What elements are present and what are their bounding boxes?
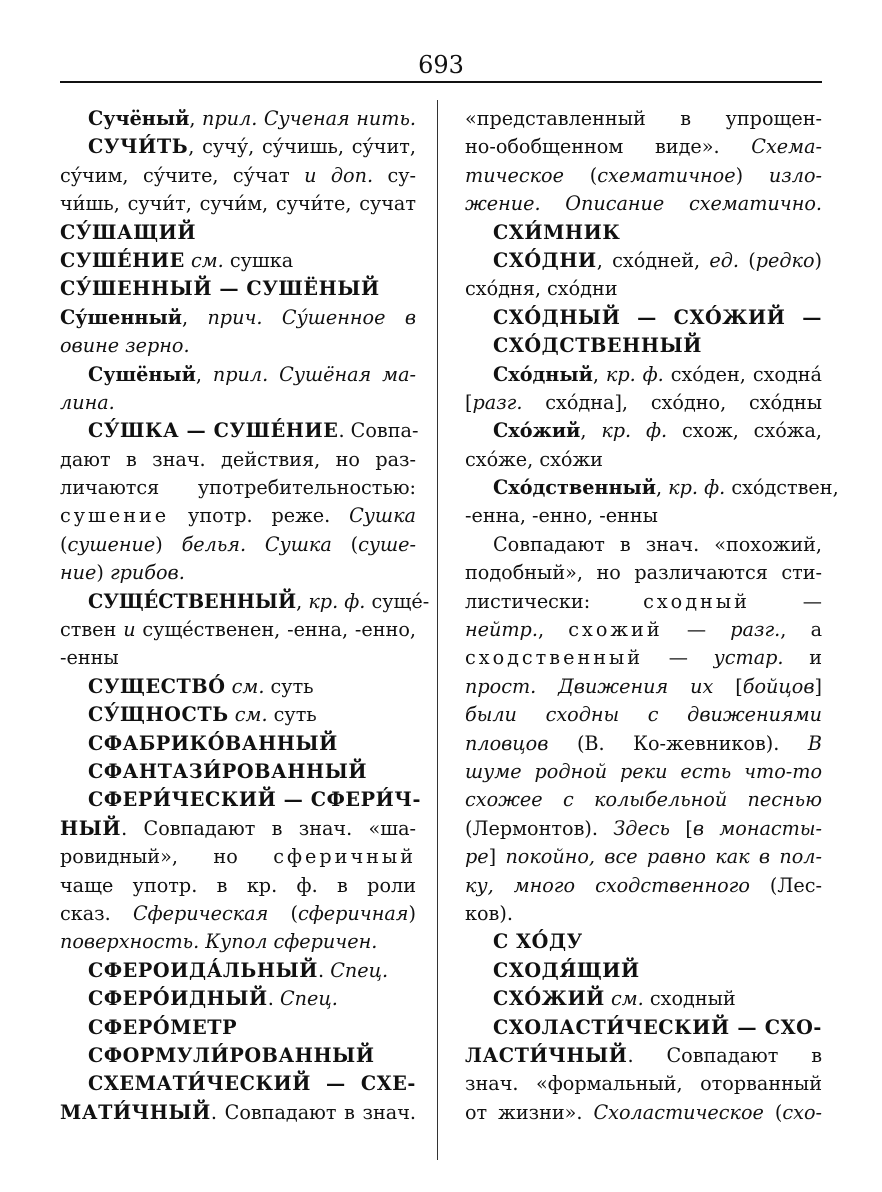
text-line [465,815,822,843]
text-line [60,332,416,360]
text-line [465,133,822,161]
text-run: схо́ден, сходна́ [663,362,822,386]
text-run: пловцов [465,731,549,755]
text-run: ( [331,532,359,556]
text-line [465,957,822,985]
text-run: , а [780,618,823,642]
text-run: ку, много сходственного [465,873,750,897]
text-run: листически: [465,589,644,613]
text-line [465,219,822,247]
text-run: схожее с колыбельной песнью [465,788,822,812]
text-run: Схоластическое [593,1100,764,1124]
text-run: дают в знач. действия, но раз- [60,447,416,471]
text-line [465,616,822,644]
text-run: схо́дствен, [725,476,839,500]
text-line [60,928,416,956]
text-run: ) [814,248,823,272]
text-run: , [296,589,309,613]
text-run: см. [231,674,265,698]
text-line [60,190,416,218]
text-run: были сходны с движениями [465,703,822,727]
text-run: прич. Су́шенное в [207,305,416,329]
text-line [60,502,416,530]
text-run: ) [735,163,769,187]
headword: СФЕРОИДА́ЛЬНЫЙ [88,958,318,982]
text-run: сушение [60,504,170,528]
text-line [465,502,822,530]
headword: СФОРМУЛИ́РОВАННЫЙ [88,1043,375,1067]
text-run: кр. ф. [601,419,668,443]
text-line [465,304,822,332]
text-run: сходный [643,987,736,1011]
text-line [60,162,416,190]
text-run: тическое [465,163,564,187]
headword: МАТИ́ЧНЫЙ [60,1100,211,1124]
text-line [465,701,822,729]
text-line [465,872,822,900]
text-run: бойцов [742,674,815,698]
text-line [60,644,416,672]
text-run: су́чим, су́чите, су́чат [60,163,305,187]
text-run: (Лес- [749,873,822,897]
text-run: (В. Ко-жевников). [548,731,808,755]
text-run: суть [264,674,314,698]
text-run: су- [373,163,416,187]
text-run: ] [814,674,822,698]
text-run: , [580,419,602,443]
text-run: в монасты- [692,816,822,840]
text-run: ) [96,561,110,585]
text-run: сферичная [298,901,409,925]
text-run: личаются употребительностью: [60,476,416,500]
text-run: ( [763,1100,783,1124]
text-line [60,559,416,587]
headword: СФЕРО́ИДНЫЙ [88,987,268,1011]
headword: СУШЕ́НИЕ [60,248,185,272]
text-run: шуме родной реки есть что-то [465,759,822,783]
text-run: овине зерно. [60,334,190,358]
text-run: от жизни». [465,1100,594,1124]
text-run: схо́дна], схо́дно, схо́дны [522,390,822,414]
text-run: схожий [568,618,663,642]
text-line [60,1042,416,1070]
text-run: и [123,618,136,642]
headword: СУ́ШЕННЫЙ — СУШЁНЫЙ [60,277,380,301]
text-line [465,900,822,928]
text-run: кр. ф. [668,476,726,500]
text-line [60,786,422,814]
text-run: схо́дня, схо́дни [465,277,618,301]
headword: С ХО́ДУ [493,930,583,954]
text-run: ние [60,561,97,585]
text-line [465,275,822,303]
text-run: нейтр. [465,618,538,642]
text-run: Здесь [613,816,670,840]
text-run: . [317,958,331,982]
header-rule [60,81,822,83]
text-run: ) [155,532,182,556]
text-run: поверхность. Купол сферичен. [60,930,378,954]
text-run: [ [465,390,473,414]
left-column [60,105,430,1127]
subentry-word: Сучёный [88,107,190,130]
text-line [60,872,416,900]
text-run: . Совпадают в знач. «ша- [121,816,416,840]
text-run: разг. [730,618,781,642]
headword: СХО́ДНИ [493,248,597,272]
text-line [60,247,416,275]
text-line [465,531,822,559]
text-run: ( [563,163,598,187]
column-divider [437,100,438,1160]
headword: СУЩЕСТВО́ [88,674,226,698]
text-run: но-обобщенном виде». [465,135,752,159]
text-run: Сферическая [132,901,269,925]
text-run: сушение [67,532,156,556]
text-run: — [662,618,731,642]
text-line [465,928,822,956]
text-run: сходственный [465,646,644,670]
text-run: см. [611,987,644,1011]
text-run: Спец. [279,987,338,1011]
text-line [465,758,822,786]
text-run: ( [60,532,68,556]
headword: СХО́ЖИЙ [493,987,605,1011]
text-line [465,673,822,701]
subentry-word: Схо́жий [493,419,581,443]
text-line [60,815,416,843]
text-line [60,304,416,332]
headword: СФАНТАЗИ́РОВАННЫЙ [88,759,368,783]
text-run: сходный [643,589,750,613]
text-run: -енна, -енно, -енны [465,504,658,528]
text-run: суще́- [365,589,430,613]
headword: СХО́ДНЫЙ — СХО́ЖИЙ — [493,305,822,329]
text-line [60,730,416,758]
text-line [465,446,822,474]
headword: СХИ́МНИК [493,220,621,244]
text-run: суть [267,703,317,727]
text-line [60,673,416,701]
text-line [60,758,416,786]
text-run: прил. Сушёная ма- [212,362,417,386]
text-run: -енны [60,646,119,670]
text-run: белья. Сушка [181,532,332,556]
text-line [60,133,416,161]
text-line [60,531,416,559]
text-line [60,985,416,1013]
text-run: Спец. [330,958,389,982]
text-run: , [195,362,213,386]
text-line [60,957,416,985]
text-line [60,105,416,133]
text-line [465,786,822,814]
text-run: ] [488,845,506,869]
text-line [465,559,822,587]
text-run: устар. [713,646,784,670]
text-line [60,417,419,445]
text-run: сказ. [60,901,133,925]
subentry-word: СУЩЕ́СТВЕННЫЙ [88,589,297,613]
text-line [465,1070,822,1098]
text-run: ед. [709,248,739,272]
headword: НЫЙ [60,816,122,840]
headword: СХОЛАСТИ́ЧЕСКИЙ — СХО- [493,1015,822,1039]
text-line [60,1070,416,1098]
text-line [60,616,416,644]
text-run: лина. [60,390,115,414]
text-run: , [181,305,208,329]
text-line [465,247,822,275]
headword: СФЕРИ́ЧЕСКИЙ — СФЕРИ́Ч- [88,788,422,812]
text-run: В [807,731,822,755]
text-line [60,843,416,871]
headword: СХОДЯ́ЩИЙ [493,958,640,982]
text-run: чаще употр. в кр. ф. в роли [60,873,416,897]
text-run: (Лермонтов). [465,816,614,840]
text-run: [ [713,674,743,698]
text-run: , [655,476,669,500]
text-line [60,1099,416,1127]
text-run: Совпадают в знач. «похожий, [493,532,822,556]
text-line [465,1099,822,1127]
text-run: Схема- [751,135,822,159]
subentry-word: Схо́дственный [493,476,656,500]
text-line [60,219,416,247]
text-run: Сушка [349,504,416,528]
text-run: ( [738,248,756,272]
headword: СФЕРО́МЕТР [88,1015,238,1039]
text-line [60,588,430,616]
subentry-word: Схо́дный [493,362,593,386]
page-number: 693 [418,51,464,79]
text-run: ре [465,845,489,869]
text-run: , схо́дней, [596,248,710,272]
text-run: употр. реже. [169,504,350,528]
text-line [60,275,416,303]
text-run: схо- [782,1100,822,1124]
text-run: прил. Сученая нить. [201,107,417,130]
text-line [465,1014,822,1042]
headword: СХО́ДСТВЕННЫЙ [493,334,702,358]
text-line [465,730,822,758]
text-run: ) [408,901,416,925]
text-run: суше- [358,532,416,556]
text-line [465,1042,822,1070]
text-run: разг. [472,390,523,414]
text-line [60,389,416,417]
right-column [465,105,839,1127]
text-line [465,588,822,616]
text-run: суще́ственен, -енна, -енно, [135,618,416,642]
text-run: кр. ф. [308,589,366,613]
text-run: см. [191,248,224,272]
headword: СУ́ШКА — СУШЕ́НИЕ [88,419,339,443]
text-run: сушка [223,248,294,272]
text-run: покойно, все равно как в пол- [505,845,822,869]
text-line [465,190,822,218]
text-line [60,701,416,729]
text-run: ков). [465,901,513,925]
text-line [465,389,822,417]
text-run: , [592,362,606,386]
text-run: . Совпадают в знач. [210,1100,416,1124]
text-run: , сучу́, су́чишь, су́чит, [188,135,416,159]
text-line [60,900,416,928]
text-run: ровидный», но [60,845,274,869]
text-run: жение. Описание схематично. [465,192,822,216]
subentry-word: Сушёный [88,362,196,386]
text-run: , [189,107,202,130]
text-run: чи́шь, сучи́т, сучи́м, сучи́те, сучат [60,192,416,216]
text-run: см. [234,703,268,727]
text-run: ствен [60,618,124,642]
text-run: кр. ф. [605,362,664,386]
text-run: «представленный в упрощен- [465,107,822,130]
text-line [465,985,822,1013]
text-run: — [749,589,822,613]
text-run: сферичный [273,845,416,869]
text-line [465,417,822,445]
text-run: грибов. [109,561,185,585]
text-run: знач. «формальный, оторванный [465,1072,822,1096]
text-line [465,162,822,190]
text-line [465,361,822,389]
text-run: подобный», но различаются сти- [465,561,822,585]
text-line [60,361,416,389]
text-line [465,332,822,360]
headword: СХЕМАТИ́ЧЕСКИЙ — СХЕ- [88,1072,416,1096]
text-run: редко [755,248,815,272]
text-line [60,446,416,474]
text-run: и [783,646,823,670]
text-run: . Совпа- [338,419,419,443]
text-run: . [267,987,280,1011]
text-run: и доп. [304,163,374,187]
headword: СУЧИ́ТЬ [88,135,189,159]
text-run: , [537,618,569,642]
headword: СУ́ШАЩИЙ [60,220,197,244]
headword: СФАБРИКО́ВАННЫЙ [88,731,338,755]
text-line [465,644,822,672]
text-line [60,474,416,502]
text-line [465,843,822,871]
text-run: прост. Движения их [465,674,714,698]
text-run: схо́же, схо́жи [465,447,603,471]
text-run: [ [670,816,693,840]
text-run: изло- [768,163,822,187]
text-line [60,1014,416,1042]
headword: СУ́ЩНОСТЬ [88,703,229,727]
text-line [465,474,839,502]
text-run: — [643,646,714,670]
text-run: схож, схо́жа, [667,419,822,443]
text-run: схематичное [597,163,736,187]
text-run: ( [268,901,299,925]
headword: ЛАСТИ́ЧНЫЙ [465,1043,628,1067]
text-run: . Совпадают в [627,1043,822,1067]
text-line [465,105,822,133]
subentry-word: Су́шенный [60,305,182,329]
